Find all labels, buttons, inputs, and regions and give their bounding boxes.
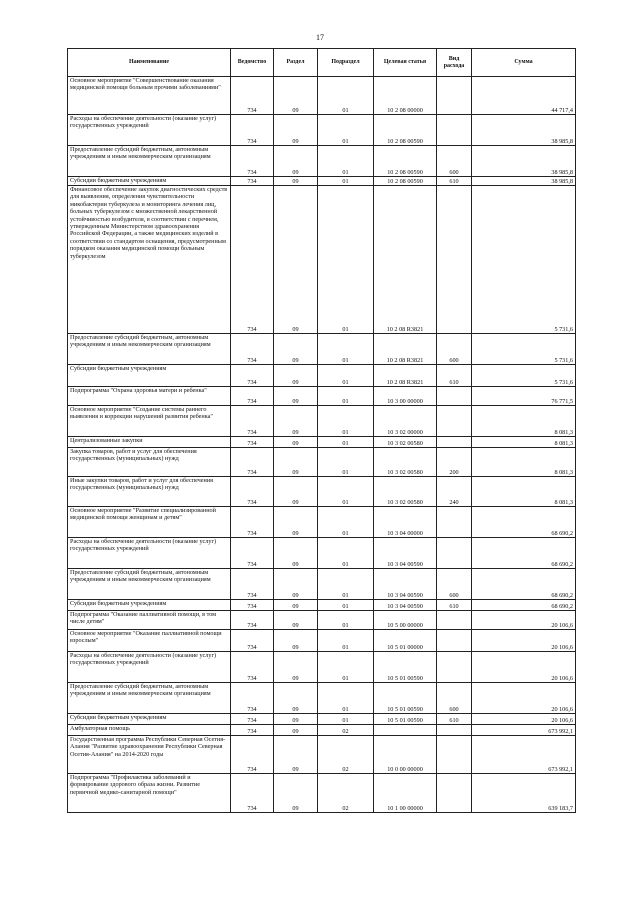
cell-ministry: 734 xyxy=(231,115,274,146)
cell-target xyxy=(374,725,437,736)
cell-subsection: 01 xyxy=(318,77,374,115)
cell-subsection: 01 xyxy=(318,186,374,334)
cell-expense-type: 600 xyxy=(437,146,472,177)
cell-expense-type: 600 xyxy=(437,334,472,365)
cell-subsection: 01 xyxy=(318,714,374,725)
cell-expense-type: 240 xyxy=(437,477,472,507)
cell-amount: 68 690,2 xyxy=(472,600,576,611)
cell-section: 09 xyxy=(274,630,318,652)
cell-name: Расходы на обеспечение деятельности (оказание услуг) государственных учреждений xyxy=(68,652,231,683)
cell-section: 09 xyxy=(274,77,318,115)
cell-section: 09 xyxy=(274,600,318,611)
cell-name: Субсидии бюджетным учреждениям xyxy=(68,714,231,725)
cell-expense-type: 600 xyxy=(437,569,472,600)
table-row xyxy=(68,477,576,507)
cell-name: Подпрограмма "Оказание паллиативной помощи, в том числе детям" xyxy=(68,611,231,630)
cell-target: 10 2 08 R3821 xyxy=(374,186,437,334)
cell-subsection: 01 xyxy=(318,683,374,714)
cell-subsection: 01 xyxy=(318,334,374,365)
cell-expense-type xyxy=(437,507,472,538)
table-row xyxy=(68,146,576,177)
cell-name: Основное мероприятие "Развитие специализированной медицинской помощи женщинам и детям" xyxy=(68,507,231,538)
cell-target: 10 2 08 00590 xyxy=(374,177,437,186)
header-target: Целевая статья xyxy=(374,49,437,77)
cell-section: 09 xyxy=(274,774,318,813)
cell-amount: 8 081,3 xyxy=(472,477,576,507)
cell-name: Закупка товаров, работ и услуг для обеспечения государственных (муниципальных) нужд xyxy=(68,448,231,477)
cell-amount: 68 690,2 xyxy=(472,538,576,569)
cell-amount: 8 081,3 xyxy=(472,437,576,448)
table-row xyxy=(68,365,576,387)
cell-amount: 673 992,1 xyxy=(472,725,576,736)
cell-name: Амбулаторная помощь xyxy=(68,725,231,736)
cell-subsection: 01 xyxy=(318,177,374,186)
cell-subsection: 01 xyxy=(318,146,374,177)
cell-target: 10 3 04 00590 xyxy=(374,569,437,600)
cell-name: Финансовое обеспечение закупок диагностических средств для выявления, определения чувствительности микобактерии туберкулеза и мониторинга лечения лиц, больных туберкулезом с множественной лекарственной устойчивостью возбудителя, в соответствии с перечнем, утвержденным Министерством здравоохранения Российской Федерации, а также медицинских изделий в соответствии со стандартом оснащения, предусмотренным порядком оказания медицинской помощи больным туберкулезом xyxy=(68,186,231,334)
cell-ministry: 734 xyxy=(231,406,274,437)
cell-section: 09 xyxy=(274,115,318,146)
cell-amount: 20 106,6 xyxy=(472,714,576,725)
cell-ministry: 734 xyxy=(231,774,274,813)
cell-section: 09 xyxy=(274,437,318,448)
cell-section: 09 xyxy=(274,569,318,600)
cell-ministry: 734 xyxy=(231,146,274,177)
cell-expense-type: 200 xyxy=(437,448,472,477)
cell-target: 10 5 01 00590 xyxy=(374,652,437,683)
cell-amount: 68 690,2 xyxy=(472,569,576,600)
cell-expense-type xyxy=(437,611,472,630)
cell-section: 09 xyxy=(274,538,318,569)
cell-section: 09 xyxy=(274,725,318,736)
cell-expense-type xyxy=(437,774,472,813)
cell-amount: 76 771,5 xyxy=(472,387,576,406)
cell-name: Расходы на обеспечение деятельности (оказание услуг) государственных учреждений xyxy=(68,538,231,569)
cell-subsection: 01 xyxy=(318,630,374,652)
cell-amount: 5 731,6 xyxy=(472,186,576,334)
cell-name: Основное мероприятие "Совершенствование оказания медицинской помощи больным прочими заболеваниями" xyxy=(68,77,231,115)
cell-target: 10 3 04 00590 xyxy=(374,600,437,611)
table-row xyxy=(68,611,576,630)
cell-ministry: 734 xyxy=(231,630,274,652)
header-expense-type: Вид расхода xyxy=(437,49,472,77)
cell-amount: 5 731,6 xyxy=(472,365,576,387)
cell-subsection: 01 xyxy=(318,507,374,538)
table-row xyxy=(68,406,576,437)
page-number: 17 xyxy=(316,33,324,42)
cell-name: Подпрограмма "Охрана здоровья матери и ребенка" xyxy=(68,387,231,406)
cell-target: 10 5 01 00000 xyxy=(374,630,437,652)
cell-subsection: 01 xyxy=(318,437,374,448)
header-amount: Сумма xyxy=(472,49,576,77)
cell-expense-type xyxy=(437,652,472,683)
cell-amount: 639 183,7 xyxy=(472,774,576,813)
cell-name: Субсидии бюджетным учреждениям xyxy=(68,365,231,387)
table-row xyxy=(68,448,576,477)
cell-target: 10 3 00 00000 xyxy=(374,387,437,406)
cell-amount: 5 731,6 xyxy=(472,334,576,365)
cell-expense-type xyxy=(437,77,472,115)
cell-subsection: 01 xyxy=(318,448,374,477)
cell-amount: 38 985,8 xyxy=(472,146,576,177)
header-name: Наименование xyxy=(68,49,231,77)
cell-ministry: 734 xyxy=(231,186,274,334)
cell-expense-type xyxy=(437,437,472,448)
cell-ministry: 734 xyxy=(231,538,274,569)
table-body xyxy=(68,77,576,813)
table-row xyxy=(68,538,576,569)
table-row xyxy=(68,714,576,725)
cell-name: Централизованные закупки xyxy=(68,437,231,448)
cell-name: Основное мероприятие "Оказание паллиативной помощи взрослым" xyxy=(68,630,231,652)
cell-expense-type: 610 xyxy=(437,365,472,387)
cell-target: 10 3 02 00580 xyxy=(374,477,437,507)
cell-expense-type: 610 xyxy=(437,714,472,725)
cell-amount: 8 081,3 xyxy=(472,448,576,477)
cell-amount: 20 106,6 xyxy=(472,652,576,683)
cell-ministry: 734 xyxy=(231,77,274,115)
table-row xyxy=(68,630,576,652)
cell-amount: 68 690,2 xyxy=(472,507,576,538)
cell-ministry: 734 xyxy=(231,477,274,507)
cell-ministry: 734 xyxy=(231,600,274,611)
cell-expense-type xyxy=(437,538,472,569)
table-row xyxy=(68,334,576,365)
cell-section: 09 xyxy=(274,714,318,725)
table-row xyxy=(68,115,576,146)
cell-name: Субсидии бюджетным учреждениям xyxy=(68,177,231,186)
cell-target: 10 3 04 00590 xyxy=(374,538,437,569)
cell-section: 09 xyxy=(274,736,318,774)
cell-ministry: 734 xyxy=(231,611,274,630)
header-row xyxy=(68,49,576,77)
cell-name: Подпрограмма "Профилактика заболеваний и формирование здорового образа жизни. Развитие первичной медико-санитарной помощи" xyxy=(68,774,231,813)
cell-section: 09 xyxy=(274,448,318,477)
table-row xyxy=(68,387,576,406)
cell-expense-type xyxy=(437,736,472,774)
cell-subsection: 01 xyxy=(318,387,374,406)
cell-amount: 20 106,6 xyxy=(472,611,576,630)
table-row xyxy=(68,600,576,611)
cell-target: 10 2 08 00590 xyxy=(374,146,437,177)
cell-ministry: 734 xyxy=(231,387,274,406)
cell-subsection: 01 xyxy=(318,600,374,611)
cell-name: Предоставление субсидий бюджетным, автономным учреждениям и иным некоммерческим организациям xyxy=(68,569,231,600)
cell-ministry: 734 xyxy=(231,714,274,725)
cell-ministry: 734 xyxy=(231,437,274,448)
table-row xyxy=(68,683,576,714)
cell-expense-type xyxy=(437,115,472,146)
cell-section: 09 xyxy=(274,652,318,683)
cell-ministry: 734 xyxy=(231,725,274,736)
header-subsection: Подраздел xyxy=(318,49,374,77)
cell-name: Предоставление субсидий бюджетным, автономным учреждениям и иным некоммерческим организациям xyxy=(68,334,231,365)
cell-target: 10 3 02 00000 xyxy=(374,406,437,437)
cell-expense-type xyxy=(437,186,472,334)
header-section: Раздел xyxy=(274,49,318,77)
cell-expense-type: 610 xyxy=(437,600,472,611)
cell-name: Предоставление субсидий бюджетным, автономным учреждениям и иным некоммерческим организациям xyxy=(68,146,231,177)
cell-target: 10 0 00 00000 xyxy=(374,736,437,774)
cell-subsection: 01 xyxy=(318,406,374,437)
cell-subsection: 01 xyxy=(318,652,374,683)
cell-amount: 20 106,6 xyxy=(472,683,576,714)
cell-amount: 38 985,8 xyxy=(472,115,576,146)
cell-name: Государственная программа Республики Северная Осетия-Алания "Развитие здравоохранения Республики Северная Осетия-Алания" на 2014-2020 годы xyxy=(68,736,231,774)
table-row xyxy=(68,186,576,334)
cell-section: 09 xyxy=(274,186,318,334)
cell-target: 10 5 01 00590 xyxy=(374,714,437,725)
cell-amount: 44 717,4 xyxy=(472,77,576,115)
table-row xyxy=(68,507,576,538)
cell-subsection: 02 xyxy=(318,736,374,774)
cell-target: 10 3 02 00580 xyxy=(374,448,437,477)
cell-subsection: 01 xyxy=(318,115,374,146)
cell-subsection: 01 xyxy=(318,611,374,630)
table-row xyxy=(68,569,576,600)
cell-expense-type xyxy=(437,387,472,406)
cell-expense-type xyxy=(437,725,472,736)
cell-section: 09 xyxy=(274,177,318,186)
header-ministry: Ведомство xyxy=(231,49,274,77)
cell-name: Иные закупки товаров, работ и услуг для обеспечения государственных (муниципальных) нужд xyxy=(68,477,231,507)
table-row xyxy=(68,437,576,448)
cell-expense-type xyxy=(437,630,472,652)
cell-section: 09 xyxy=(274,683,318,714)
cell-ministry: 734 xyxy=(231,365,274,387)
cell-name: Расходы на обеспечение деятельности (оказание услуг) государственных учреждений xyxy=(68,115,231,146)
cell-amount: 20 106,6 xyxy=(472,630,576,652)
cell-expense-type: 600 xyxy=(437,683,472,714)
cell-target: 10 1 00 00000 xyxy=(374,774,437,813)
cell-name: Основное мероприятие "Создание системы раннего выявления и коррекции нарушений развития ребенка" xyxy=(68,406,231,437)
cell-ministry: 734 xyxy=(231,177,274,186)
cell-ministry: 734 xyxy=(231,507,274,538)
cell-subsection: 01 xyxy=(318,569,374,600)
budget-table xyxy=(67,48,576,813)
cell-amount: 673 992,1 xyxy=(472,736,576,774)
table-row xyxy=(68,652,576,683)
cell-subsection: 01 xyxy=(318,538,374,569)
cell-section: 09 xyxy=(274,365,318,387)
cell-target: 10 2 08 00590 xyxy=(374,115,437,146)
table-row xyxy=(68,736,576,774)
cell-target: 10 2 08 00000 xyxy=(374,77,437,115)
cell-subsection: 02 xyxy=(318,725,374,736)
cell-subsection: 01 xyxy=(318,477,374,507)
cell-section: 09 xyxy=(274,406,318,437)
table-row xyxy=(68,725,576,736)
cell-expense-type: 610 xyxy=(437,177,472,186)
cell-section: 09 xyxy=(274,477,318,507)
cell-amount: 38 985,8 xyxy=(472,177,576,186)
cell-target: 10 3 04 00000 xyxy=(374,507,437,538)
cell-ministry: 734 xyxy=(231,569,274,600)
cell-subsection: 02 xyxy=(318,774,374,813)
cell-subsection: 01 xyxy=(318,365,374,387)
cell-name: Субсидии бюджетным учреждениям xyxy=(68,600,231,611)
cell-ministry: 734 xyxy=(231,683,274,714)
cell-section: 09 xyxy=(274,611,318,630)
cell-section: 09 xyxy=(274,146,318,177)
cell-name: Предоставление субсидий бюджетным, автономным учреждениям и иным некоммерческим организациям xyxy=(68,683,231,714)
table-header xyxy=(68,49,576,77)
cell-target: 10 3 02 00580 xyxy=(374,437,437,448)
table-row xyxy=(68,774,576,813)
cell-ministry: 734 xyxy=(231,736,274,774)
cell-target: 10 2 08 R3821 xyxy=(374,334,437,365)
cell-section: 09 xyxy=(274,387,318,406)
cell-ministry: 734 xyxy=(231,334,274,365)
cell-target: 10 5 01 00590 xyxy=(374,683,437,714)
cell-amount: 8 081,3 xyxy=(472,406,576,437)
cell-section: 09 xyxy=(274,334,318,365)
cell-ministry: 734 xyxy=(231,448,274,477)
cell-expense-type xyxy=(437,406,472,437)
cell-target: 10 5 00 00000 xyxy=(374,611,437,630)
cell-ministry: 734 xyxy=(231,652,274,683)
cell-section: 09 xyxy=(274,507,318,538)
cell-target: 10 2 08 R3821 xyxy=(374,365,437,387)
table-row xyxy=(68,77,576,115)
table-row xyxy=(68,177,576,186)
